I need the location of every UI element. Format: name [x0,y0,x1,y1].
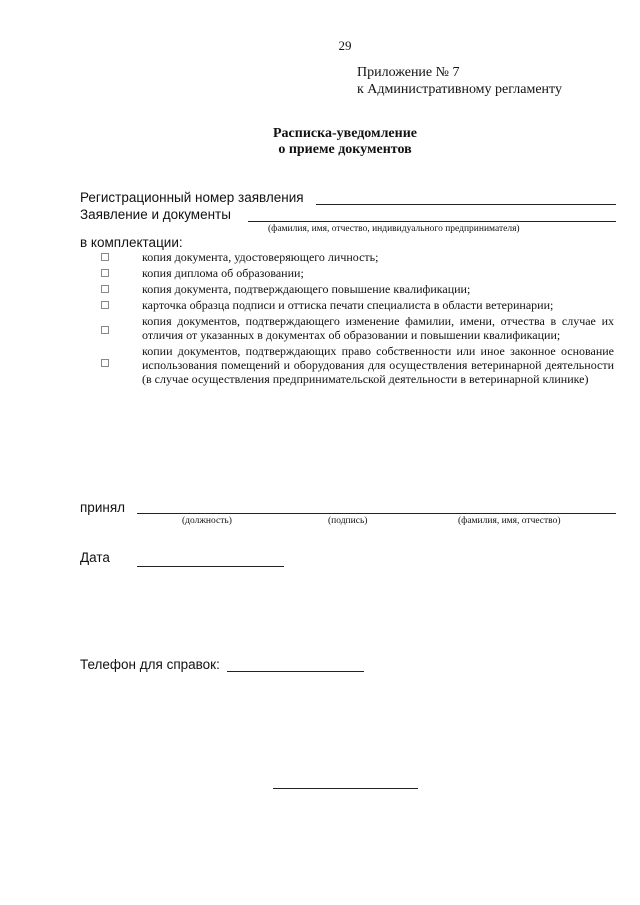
checklist-item [98,314,614,342]
checklist-item [98,298,614,312]
bottom-separator [273,788,418,789]
date-label: Дата [80,550,110,565]
checkbox[interactable] [101,359,109,367]
checklist-item-text: копии документов, подтверждающих право собственности или иное законное основание использования помещений и оборудования для осуществления ветеринарной деятельности (в случае осуществления предпринимательской деятельности в ветеринарной клинике) [142,344,614,386]
checklist-item [98,266,614,280]
name-caption: (фамилия, имя, отчество) [458,516,561,526]
position-caption: (должность) [182,516,232,526]
date-field[interactable] [137,566,284,567]
phone-label: Телефон для справок: [80,657,220,672]
applicant-label: Заявление и документы [80,207,231,222]
checklist-item-text: копия документа, подтверждающего повышение квалификации; [142,282,471,296]
checkbox[interactable] [101,285,109,293]
page-number: 29 [338,38,352,53]
applicant-field[interactable] [248,221,616,222]
checklist-item [98,344,614,386]
document-title [200,126,490,158]
checkbox[interactable] [101,253,109,261]
appendix-line-1: Приложение № 7 [357,65,460,80]
appendix-line-2: к Административному регламенту [357,82,562,97]
checklist-item-text: карточка образца подписи и оттиска печати специалиста в области ветеринарии; [142,298,554,312]
checklist-item [98,282,614,296]
title-line-2: о приеме документов [278,142,412,157]
appendix-header [357,64,562,98]
checkbox[interactable] [101,326,109,334]
phone-field[interactable] [227,671,364,672]
checkbox[interactable] [101,269,109,277]
accepted-field[interactable] [137,513,616,514]
title-line-1: Расписка-уведомление [273,126,417,141]
applicant-caption: (фамилия, имя, отчество, индивидуального предпринимателя) [268,224,520,234]
signature-caption: (подпись) [328,516,368,526]
set-label: в комплектации: [80,235,183,250]
reg-number-field[interactable] [316,204,616,205]
checkbox[interactable] [101,301,109,309]
checklist-item-text: копия документов, подтверждающего изменение фамилии, имени, отчества в случае их отличия от указанных в документах об образовании и повышении квалификации; [142,314,614,342]
checklist-item-text: копия диплома об образовании; [142,266,304,280]
checklist-item [98,250,614,264]
document-checklist [98,250,614,386]
checklist-item-text: копия документа, удостоверяющего личность; [142,250,379,264]
accepted-label: принял [80,500,126,515]
reg-number-label: Регистрационный номер заявления [80,190,304,205]
